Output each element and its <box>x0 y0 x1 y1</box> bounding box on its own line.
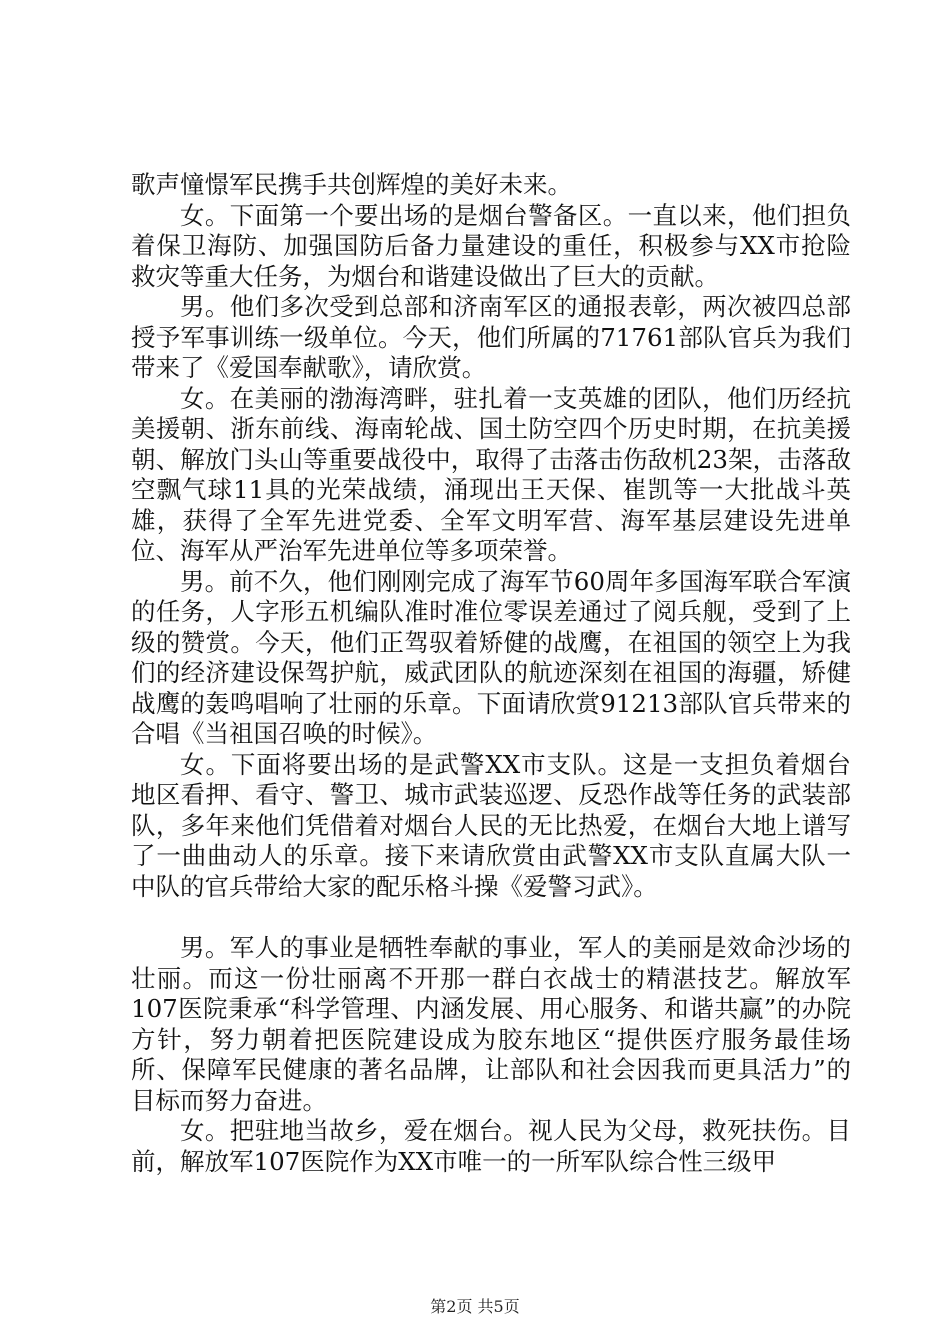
paragraph-hospital-107: 男。军人的事业是牺牲奉献的事业，军人的美丽是效命沙场的壮丽。而这一份壮丽离不开那一群白衣战士的精湛技艺。解放军107医院秉承“科学管理、内涵发展、用心服务、和谐共赢”的办院方针，努力朝着把医院建设成为胶东地区“提供医疗服务最佳场所、保障军民健康的著名品牌，让部队和社会因我而更具活力”的目标而努力奋进。 <box>131 933 851 1115</box>
document-body <box>131 170 851 1177</box>
paragraph-hospital-yantai: 女。把驻地当故乡，爱在烟台。视人民为父母，救死扶伤。目前，解放军107医院作为XX市唯一的一所军队综合性三级甲 <box>131 1116 851 1176</box>
paragraph-bohai-heroes: 女。在美丽的渤海湾畔，驻扎着一支英雄的团队，他们历经抗美援朝、浙东前线、海南轮战、国土防空四个历史时期，在抗美援朝、解放门头山等重要战役中，取得了击落击伤敌机23架，击落敌空飘气球11具的光荣战绩，涌现出王天保、崔凯等一大批战斗英雄，获得了全军先进党委、全军文明军营、海军基层建设先进单位、海军从严治军先进单位等多项荣誉。 <box>131 383 851 565</box>
paragraph-71761-unit: 男。他们多次受到总部和济南军区的通报表彰，两次被四总部授予军事训练一级单位。今天，他们所属的71761部队官兵为我们带来了《爱国奉献歌》，请欣赏。 <box>131 292 851 382</box>
paragraph-yantai-garrison: 女。下面第一个要出场的是烟台警备区。一直以来，他们担负着保卫海防、加强国防后备力量建设的重任，积极参与XX市抢险救灾等重大任务，为烟台和谐建设做出了巨大的贡献。 <box>131 200 851 291</box>
paragraph-continuation: 歌声憧憬军民携手共创辉煌的美好未来。 <box>131 170 572 199</box>
page-number-footer: 第2页 共5页 <box>430 1297 520 1316</box>
paragraph-navy-drill: 男。前不久，他们刚刚完成了海军节60周年多国海军联合军演的任务，人字形五机编队准时准位零误差通过了阅兵舰，受到了上级的赞赏。今天，他们正驾驭着矫健的战鹰，在祖国的领空上为我们的经济建设保驾护航，威武团队的航迹深刻在祖国的海疆，矫健战鹰的轰鸣唱响了壮丽的乐章。下面请欣赏91213部队官兵带来的合唱《当祖国召唤的时候》。 <box>131 566 851 748</box>
paragraph-armed-police: 女。下面将要出场的是武警XX市支队。这是一支担负着烟台地区看押、看守、警卫、城市武装巡逻、反恐作战等任务的武装部队，多年来他们凭借着对烟台人民的无比热爱，在烟台大地上谱写了一曲曲动人的乐章。接下来请欣赏由武警XX市支队直属大队一中队的官兵带给大家的配乐格斗操《爱警习武》。 <box>131 749 851 901</box>
